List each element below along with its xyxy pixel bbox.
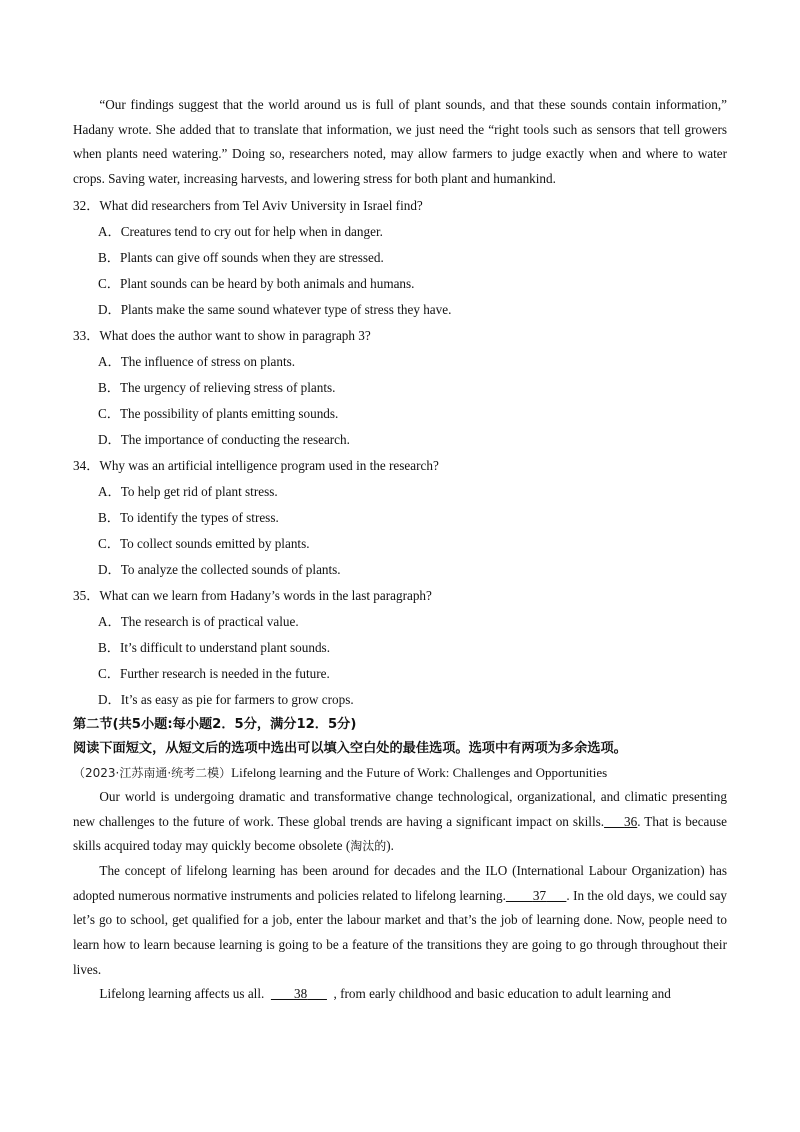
passage-paragraph-3 — [73, 982, 727, 1007]
passage-paragraph-1 — [73, 785, 727, 859]
blank-38[interactable] — [271, 986, 327, 1001]
paragraph-text: ). — [386, 838, 394, 854]
option-b[interactable]: B．It’s difficult to understand plant sounds. — [98, 639, 330, 655]
blank-number: 37 — [532, 887, 547, 903]
question-stem: 34．Why was an artificial intelligence program used in the research? — [73, 457, 439, 473]
paragraph-text: . In the old days, we could say let’s go to school, get qualified for a job, enter the labour market and that’s the job of learning done. Now, people need to learn how to learn because learning is going to be a feature of the transitions they are going to go through throughout their lives. — [73, 887, 728, 977]
blank-number: 38 — [293, 986, 308, 1002]
option-c[interactable]: C．Plant sounds can be heard by both animals and humans. — [98, 275, 415, 291]
question-block-35 — [73, 583, 727, 713]
option-c[interactable]: C．Further research is needed in the future. — [98, 665, 330, 681]
question-stem: 35．What can we learn from Hadany’s words in the last paragraph? — [73, 587, 432, 603]
question-block-33 — [73, 323, 727, 453]
paragraph-text: , from early childhood and basic education to adult learning and — [333, 986, 671, 1002]
paragraph-text: The concept of lifelong learning has been around for decades and the ILO (International Labour Organization) has adopted numerous normative instruments and policies related to lifelong learning. — [73, 862, 727, 903]
document-page — [73, 93, 727, 1007]
question-stem: 32．What did researchers from Tel Aviv University in Israel find? — [73, 197, 423, 213]
option-d[interactable]: D．To analyze the collected sounds of plants. — [98, 561, 341, 577]
option-b[interactable]: B．Plants can give off sounds when they are stressed. — [98, 249, 384, 265]
intro-paragraph: “Our findings suggest that the world around us is full of plant sounds, and that these sounds contain information,” Hadany wrote. She added that to translate that information, we just need the “right tools such as sensors that tell growers when plants need watering.” Doing so, researchers noted, may allow farmers to judge exactly when and where to water crops. Saving water, increasing harvests, and lowering stress for both plant and humankind. — [73, 97, 727, 187]
question-block-34 — [73, 453, 727, 583]
option-d[interactable]: D．Plants make the same sound whatever type of stress they have. — [98, 301, 452, 317]
option-a[interactable]: A．The influence of stress on plants. — [98, 353, 296, 369]
blank-number: 36 — [624, 813, 638, 829]
blank-36[interactable] — [604, 814, 637, 829]
question-block-32 — [73, 193, 727, 323]
passage-paragraph-2 — [73, 859, 727, 983]
blank-37[interactable] — [506, 888, 567, 903]
option-d[interactable]: D．The importance of conducting the research. — [98, 431, 350, 447]
option-a[interactable]: A．Creatures tend to cry out for help when in danger. — [98, 223, 383, 239]
option-c[interactable]: C．The possibility of plants emitting sounds. — [98, 405, 339, 421]
chinese-gloss: 淘汰的 — [350, 839, 387, 854]
option-c[interactable]: C．To collect sounds emitted by plants. — [98, 535, 310, 551]
paragraph-text: . That is because skills acquired today may quickly become obsolete ( — [73, 813, 727, 854]
passage-heading — [73, 761, 727, 785]
option-b[interactable]: B．To identify the types of stress. — [98, 509, 279, 525]
question-stem: 33．What does the author want to show in paragraph 3? — [73, 327, 371, 343]
section-title: 第二节(共5小题:每小题2．5分，满分12．5分) — [73, 716, 357, 732]
option-a[interactable]: A．To help get rid of plant stress. — [98, 483, 278, 499]
option-b[interactable]: B．The urgency of relieving stress of plants. — [98, 379, 336, 395]
option-a[interactable]: A．The research is of practical value. — [98, 613, 299, 629]
section-instruction: 阅读下面短文，从短文后的选项中选出可以填入空白处的最佳选项。选项中有两项为多余选项。 — [73, 740, 627, 756]
paragraph-text: Our world is undergoing dramatic and transformative change technological, organizational, and climatic presenting new challenges to the future of work. These global trends are having a significant impact on skills. — [73, 788, 727, 829]
paragraph-text: Lifelong learning affects us all. — [99, 986, 265, 1002]
source-tag: （2023·江苏南通·统考二模） — [73, 765, 232, 780]
option-d[interactable]: D．It’s as easy as pie for farmers to grow crops. — [98, 691, 354, 707]
passage-title: Lifelong learning and the Future of Work: Challenges and Opportunities — [231, 764, 608, 780]
